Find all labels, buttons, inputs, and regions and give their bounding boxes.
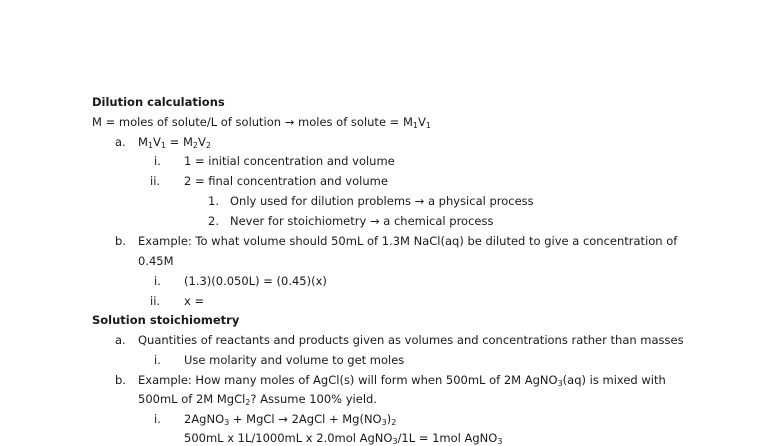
section-heading-dilution: Dilution calculations [92,95,225,109]
arrow-right-icon: → [284,115,295,129]
text: /1L = 1mol AgNO [397,431,498,445]
balanced-equation [184,412,396,426]
list-item: Use molarity and volume to get moles [184,353,405,367]
text: V [417,115,426,129]
subscript: 3 [224,418,230,427]
arrow-right-icon: → [414,194,425,208]
text: 500mL x 1L/1000mL x 2.0mol AgNO [184,431,393,445]
subscript: 1 [147,141,154,150]
text: = M [166,135,193,149]
list-marker: ii. [150,174,161,188]
example-line-2 [138,392,377,406]
text: (aq) is mixed with [562,373,666,387]
text: M = moles of solute/L of solution [92,115,285,129]
list-item: (1.3)(0.050L) = (0.45)(x) [184,274,327,288]
list-item [230,214,493,228]
subscript: 2 [192,141,198,150]
example-line-2: 0.45M [138,254,174,268]
list-marker: i. [154,154,161,168]
text: 500mL of 2M MgCl [138,392,246,406]
text: ? Assume 100% yield. [250,392,377,406]
list-marker: 2. [208,214,219,228]
list-marker: b. [115,234,126,248]
arrow-right-icon: → [278,412,288,426]
list-marker: ii. [150,294,161,308]
text: a chemical process [379,214,494,228]
calculation-line [184,431,502,445]
subscript: 1 [425,121,431,130]
text: 2AgNO [184,412,225,426]
molarity-definition [92,115,431,129]
text: + MgCl [229,412,279,426]
list-marker: a. [115,333,126,347]
arrow-right-icon: → [369,214,380,228]
text: ) [386,412,392,426]
list-item: 2 = final concentration and volume [184,174,388,188]
subscript: 3 [557,379,563,388]
list-item [230,194,534,208]
text: V [153,135,161,149]
list-marker: i. [154,412,161,426]
subscript: 3 [497,437,503,446]
subscript: 2 [205,141,211,150]
list-marker: 1. [208,194,219,208]
text: M [138,135,148,149]
example-line-1: Example: To what volume should 50mL of 1.3M NaCl(aq) be diluted to give a concentration of [138,234,678,248]
dilution-equation [138,135,211,149]
list-marker: i. [154,274,161,288]
list-item: x = [184,294,205,308]
text: moles of solute = M [294,115,413,129]
text: 2AgCl + Mg(NO [287,412,382,426]
subscript: 3 [381,418,387,427]
list-marker: a. [115,135,126,149]
example-line-1 [138,373,666,387]
text: Never for stoichiometry [230,214,370,228]
text: Only used for dilution problems [230,194,415,208]
list-item: Quantities of reactants and products given as volumes and concentrations rather than masses [138,333,684,347]
subscript: 1 [160,141,166,150]
section-heading-stoichiometry: Solution stoichiometry [92,313,240,327]
text: a physical process [424,194,534,208]
subscript: 2 [391,418,397,427]
text: Example: How many moles of AgCl(s) will form when 500mL of 2M AgNO [138,373,558,387]
list-marker: i. [154,353,161,367]
text: V [197,135,206,149]
list-marker: b. [115,373,126,387]
subscript: 3 [392,437,398,446]
subscript: 1 [412,121,418,130]
list-item: 1 = initial concentration and volume [184,154,395,168]
subscript: 2 [245,398,251,407]
